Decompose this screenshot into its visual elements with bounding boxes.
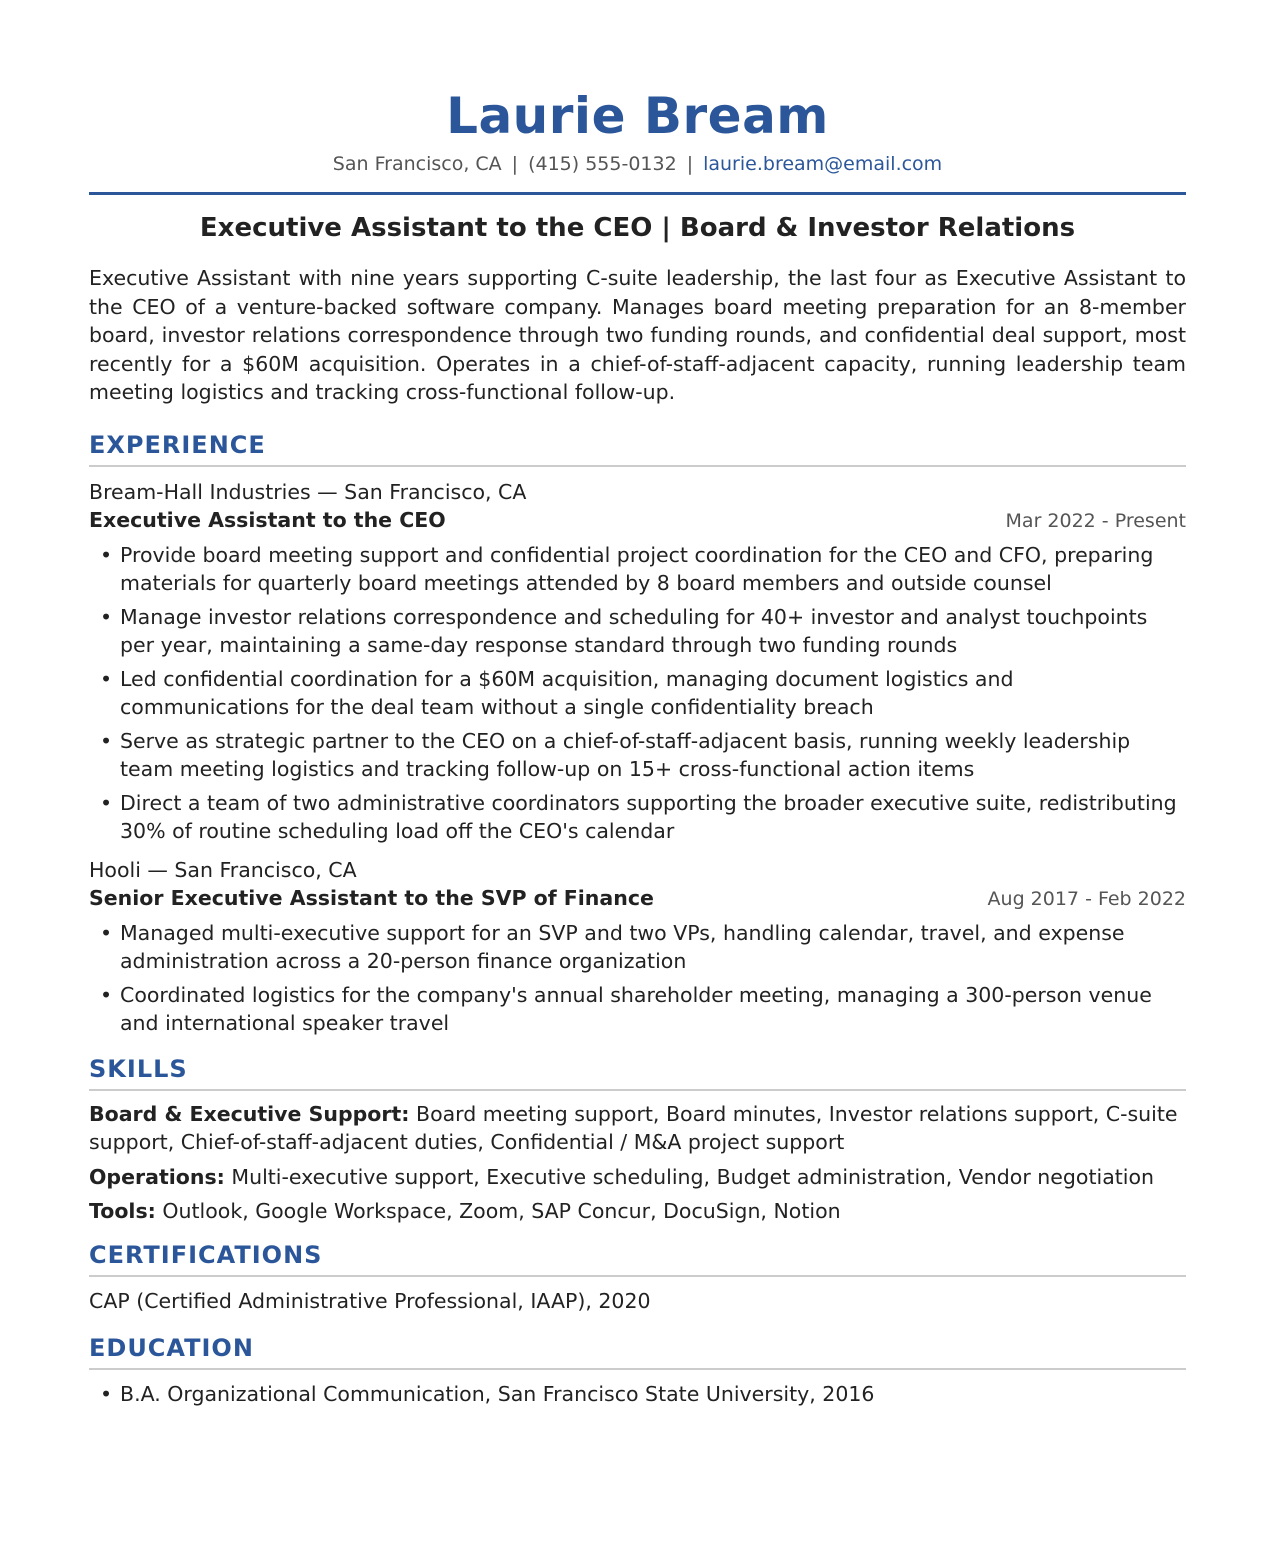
section-divider <box>89 465 1186 467</box>
job-bullet-text: Manage investor relations correspondence and scheduling for 40+ investor and analyst touchpoints per year, maintaining a same-day response standard through two funding rounds <box>120 604 1148 657</box>
skill-category: Tools: <box>89 1199 156 1223</box>
bullet-glyph: • <box>100 982 113 1007</box>
candidate-name: Laurie Bream <box>446 87 829 145</box>
skills-section <box>89 1054 1186 1226</box>
contact-separator: | <box>686 153 694 175</box>
job-role: Executive Assistant to the CEO <box>89 507 446 532</box>
skill-values: Multi-executive support, Executive scheduling, Budget administration, Vendor negotiation <box>231 1164 1155 1189</box>
headline: Executive Assistant to the CEO | Board & Investor Relations <box>199 213 1076 243</box>
header-divider <box>89 192 1186 195</box>
job-bullet-text: Direct a team of two administrative coordinators supporting the broader executive suite, redistributing 30% of routine scheduling load off the CEO's calendar <box>120 790 1177 843</box>
skill-category: Board & Executive Support: <box>89 1101 410 1126</box>
education-list <box>89 1380 1186 1409</box>
contact-location: San Francisco, CA <box>332 153 502 175</box>
job-bullet <box>89 789 1186 846</box>
education-item <box>89 1380 1186 1409</box>
job-bullet <box>89 603 1186 660</box>
resume-page <box>89 0 1186 1413</box>
education-section <box>89 1333 1186 1409</box>
skill-values: Outlook, Google Workspace, Zoom, SAP Concur, DocuSign, Notion <box>162 1199 841 1223</box>
section-divider <box>89 1368 1186 1370</box>
certification-item: CAP (Certified Administrative Professional, IAAP), 2020 <box>89 1288 651 1313</box>
job-bullet <box>89 665 1186 722</box>
section-title-skills: SKILLS <box>89 1054 188 1083</box>
bullet-glyph: • <box>100 790 113 815</box>
summary-paragraph: Executive Assistant with nine years supporting C-suite leadership, the last four as Executive Assistant to the CEO of a venture-backed software company. Manages board meeting preparation for an 8-member board, investor relations correspondence through two funding rounds, and confidential deal support, most recently for a $60M acquisition. Operates in a chief-of-staff-adjacent capacity, running leadership team meeting logistics and tracking cross-functional follow-up. <box>89 266 1186 404</box>
job-bullet <box>89 981 1186 1038</box>
job-role-row <box>89 884 1186 913</box>
section-divider <box>89 1089 1186 1091</box>
job-bullet-list <box>89 919 1186 1038</box>
skill-row <box>89 1100 1186 1157</box>
education-item-text: B.A. Organizational Communication, San Francisco State University, 2016 <box>120 1381 875 1406</box>
bullet-glyph: • <box>100 728 113 753</box>
contact-email-link[interactable]: laurie.bream@email.com <box>703 153 943 175</box>
job-role-row <box>89 506 1186 535</box>
job-bullet-list <box>89 541 1186 846</box>
skill-values: Board meeting support, Board minutes, Investor relations support, C-suite support, Chief-of-staff-adjacent duties, Confidential / M&A project support <box>89 1101 1178 1154</box>
job-entry <box>89 856 1186 1038</box>
bullet-glyph: • <box>100 666 113 691</box>
job-dates: Aug 2017 - Feb 2022 <box>987 887 1186 910</box>
skill-row <box>89 1163 1186 1192</box>
skill-category: Operations: <box>89 1164 225 1189</box>
contact-line <box>89 152 1186 176</box>
skills-list <box>89 1100 1186 1226</box>
job-company: Hooli — San Francisco, CA <box>89 857 357 882</box>
job-dates: Mar 2022 - Present <box>1005 509 1186 532</box>
experience-section <box>89 430 1186 1038</box>
section-divider <box>89 1275 1186 1277</box>
section-title-experience: EXPERIENCE <box>89 430 266 459</box>
section-title-education: EDUCATION <box>89 1333 254 1362</box>
contact-phone: (415) 555-0132 <box>528 153 677 175</box>
job-company: Bream-Hall Industries — San Francisco, CA <box>89 479 527 504</box>
job-bullet-text: Serve as strategic partner to the CEO on a chief-of-staff-adjacent basis, running weekly leadership team meeting logistics and tracking follow-up on 15+ cross-functional action items <box>120 728 1131 781</box>
job-bullet-text: Provide board meeting support and confidential project coordination for the CEO and CFO, preparing materials for quarterly board meetings attended by 8 board members and outside counsel <box>120 542 1154 595</box>
bullet-glyph: • <box>100 920 113 945</box>
job-bullet <box>89 919 1186 976</box>
skill-row <box>89 1197 1186 1226</box>
bullet-glyph: • <box>100 1381 113 1406</box>
certifications-section <box>89 1240 1186 1315</box>
job-bullet <box>89 727 1186 784</box>
contact-separator: | <box>511 153 519 175</box>
job-bullet-text: Led confidential coordination for a $60M acquisition, managing document logistics and communications for the deal team without a single confidentiality breach <box>120 666 1014 719</box>
job-bullet-text: Managed multi-executive support for an SVP and two VPs, handling calendar, travel, and expense administration across a 20-person finance organization <box>120 920 1125 973</box>
job-entry <box>89 478 1186 846</box>
job-role: Senior Executive Assistant to the SVP of Finance <box>89 885 654 910</box>
bullet-glyph: • <box>100 542 113 567</box>
job-bullet-text: Coordinated logistics for the company's annual shareholder meeting, managing a 300-person venue and international speaker travel <box>120 982 1152 1035</box>
job-bullet <box>89 541 1186 598</box>
bullet-glyph: • <box>100 604 113 629</box>
section-title-certifications: CERTIFICATIONS <box>89 1240 323 1269</box>
